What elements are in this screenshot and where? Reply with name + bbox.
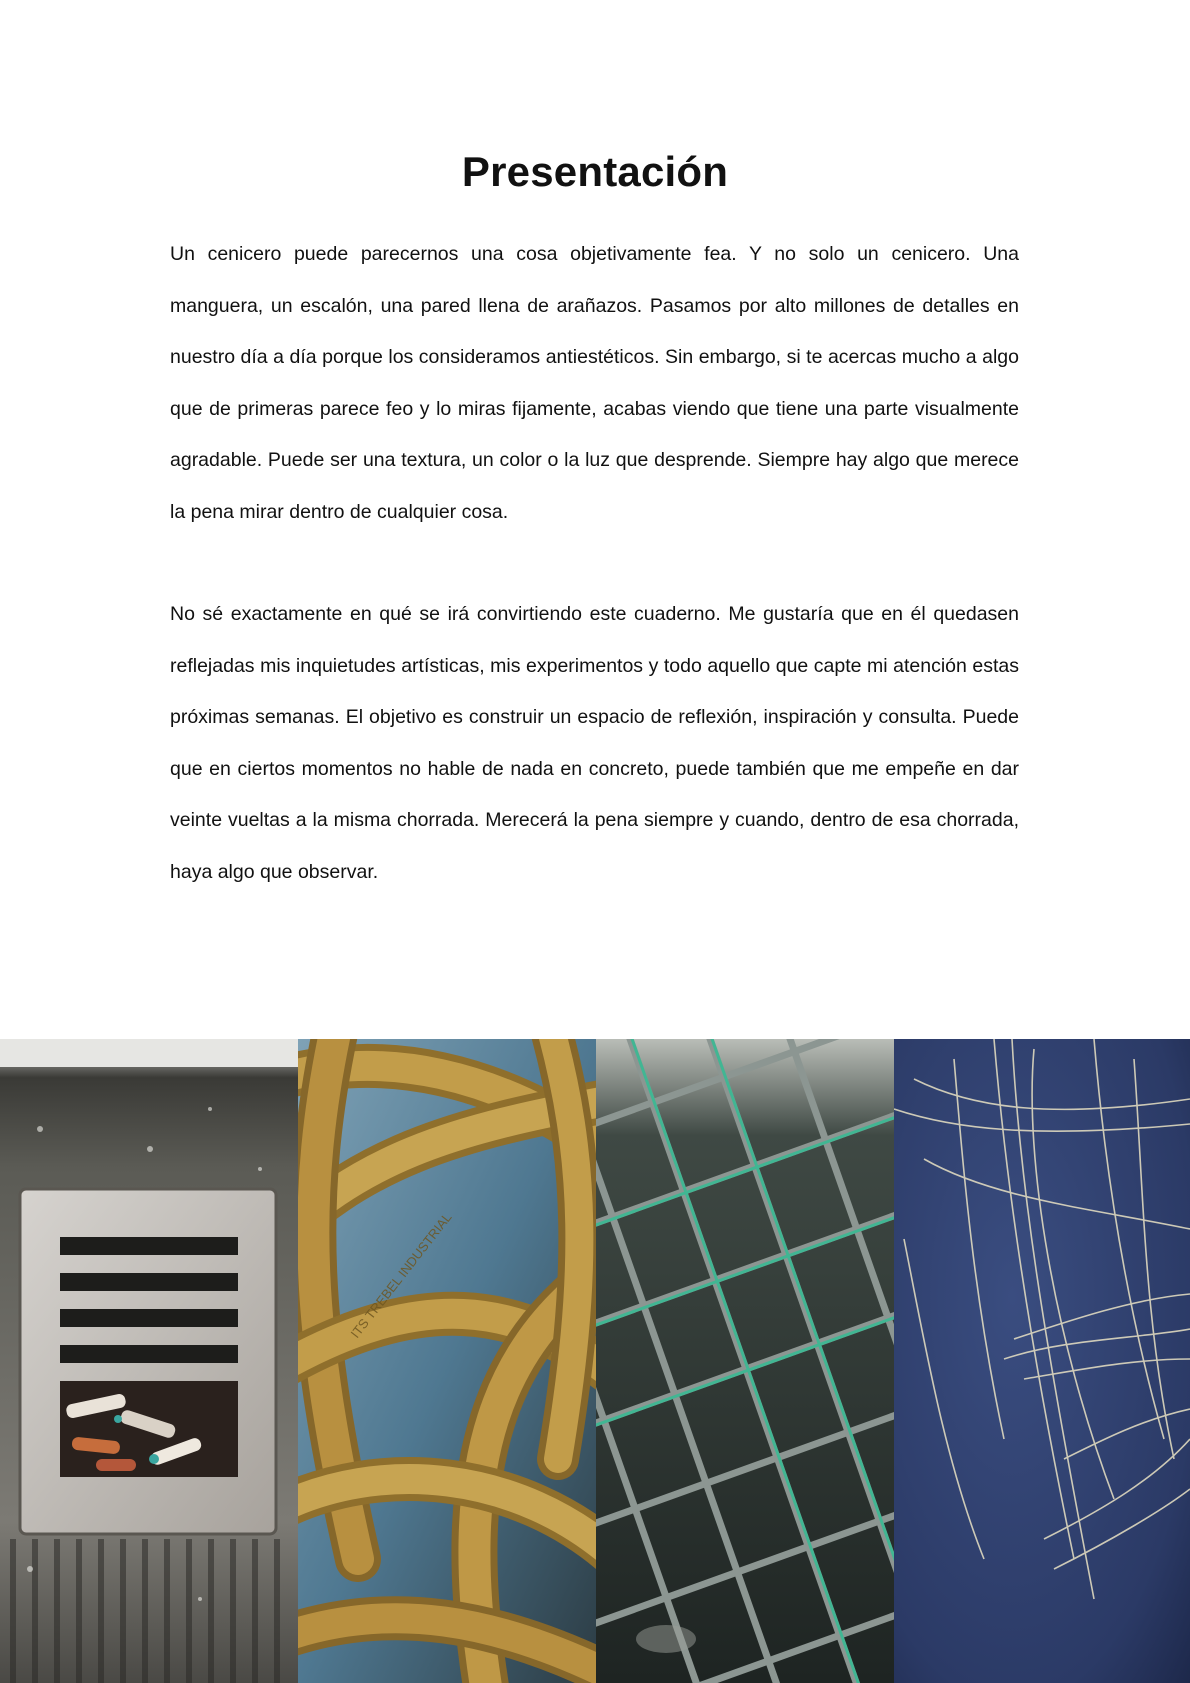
page-title: Presentación [461, 148, 729, 195]
tread-plate-photo [596, 1039, 894, 1683]
intro-paragraph: Un cenicero puede parecernos una cosa objetivamente fea. Y no solo un cenicero. Una manguera, un escalón, una pared llena de arañazos. Pasamos por alto millones de detalles en nuestro día a día porque los consideramos antiestéticos. Sin embargo, si te acercas mucho a algo que de primeras parece feo y lo miras fijamente, acabas viendo que tiene una parte visualmente agradable. Puede ser una textura, un color o la luz que desprende. Siempre hay algo que merece la pena mirar dentro de cualquier cosa. [170, 243, 1019, 523]
hose-photo [298, 1039, 596, 1683]
notebook-paragraph: No sé exactamente en qué se irá convirtiendo este cuaderno. Me gustaría que en él quedasen reflejadas mis inquietudes artísticas, mis experimentos y todo aquello que capte mi atención estas próximas semanas. El objetivo es construir un espacio de reflexión, inspiración y consulta. Puede que en ciertos momentos no hable de nada en concreto, puede también que me empeñe en dar veinte vueltas a la misma chorrada. Merecerá la pena siempre y cuando, dentro de esa chorrada, haya algo que observar. [170, 603, 1019, 883]
hose-print-text: ITS TREBEL INDUSTRIAL [347, 1209, 455, 1341]
scratched-wall-photo [894, 1039, 1190, 1683]
photo-strip [0, 1039, 1190, 1683]
ashtray-photo [0, 1039, 298, 1683]
